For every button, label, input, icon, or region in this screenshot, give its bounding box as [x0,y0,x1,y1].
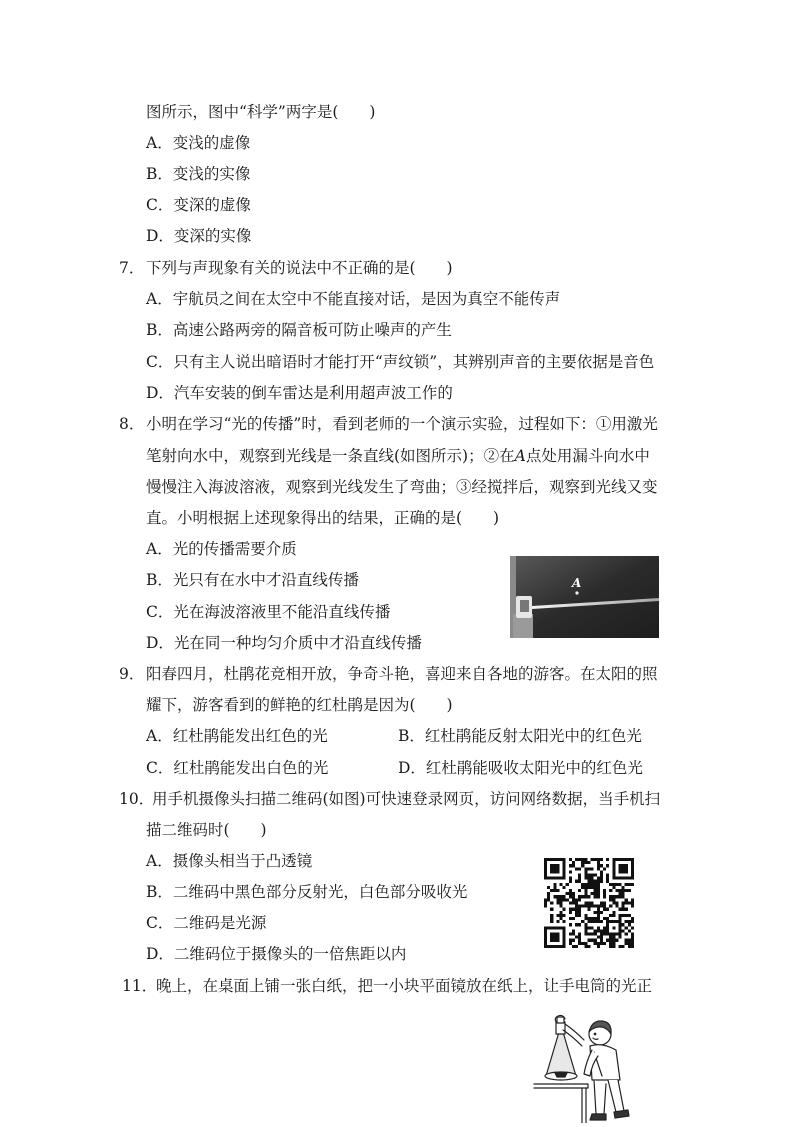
q9-option-d: D．红杜鹃能吸收太阳光中的红色光 [398,759,643,777]
q11-stem: 晚上，在桌面上铺一张白纸，把一小块平面镜放在纸上，让手电筒的光正 [156,977,653,995]
q10-number: 10． [119,790,155,808]
q9-option-b: B．红杜鹃能反射太阳光中的红色光 [398,727,642,745]
q11-number: 11． [122,977,158,995]
q8-number: 8． [119,415,145,433]
q6-option-d: D．变深的实像 [146,227,252,245]
q10-stem-line-1: 用手机摄像头扫描二维码(如图)可快速登录网页，访问网络数据，当手机扫 [152,790,661,808]
q8-option-b: B．光只有在水中才沿直线传播 [146,571,359,589]
q8-stem-line-2-tail: 点处用漏斗向水中 [525,447,650,465]
q9-number: 9． [119,665,145,683]
q8-option-d: D．光在同一种均匀介质中才沿直线传播 [146,634,422,652]
q7-option-d: D．汽车安装的倒车雷达是利用超声波工作的 [146,384,453,402]
q10-option-d: D．二维码位于摄像头的一倍焦距以内 [146,945,407,963]
q9-option-c: C．红杜鹃能发出白色的光 [146,759,329,777]
q6-stem-continuation: 图所示，图中“科学”两字是( ) [146,103,376,121]
q10-option-c: C．二维码是光源 [146,914,267,932]
q7-option-c: C．只有主人说出暗语时才能打开“声纹锁”，其辨别声音的主要依据是音色 [146,353,655,371]
q7-stem: 下列与声现象有关的说法中不正确的是( ) [146,259,453,277]
q8-stem-line-2-text: 笔射向水中，观察到光线是一条直线(如图所示)；②在 [146,447,515,465]
q8-option-a: A．光的传播需要介质 [146,540,297,558]
laser-water-photo [510,556,659,638]
q10-option-b: B．二维码中黑色部分反射光，白色部分吸收光 [146,883,468,901]
q8-stem-line-3: 慢慢注入海波溶液，观察到光线发生了弯曲；③经搅拌后，观察到光线又变 [146,478,658,496]
q6-option-c: C．变深的虚像 [146,196,251,214]
q8-point-a: A [514,447,526,465]
q7-number: 7． [119,259,145,277]
q10-option-a: A．摄像头相当于凸透镜 [146,852,313,870]
q8-option-c: C．光在海波溶液里不能沿直线传播 [146,603,391,621]
q10-stem-line-2: 描二维码时( ) [146,821,267,839]
q8-stem-line-2 [146,445,650,467]
q7-option-a: A．宇航员之间在太空中不能直接对话，是因为真空不能传声 [146,290,561,308]
flashlight-experiment-illustration [532,1010,644,1123]
q6-option-b: B．变浅的实像 [146,165,251,183]
q8-stem-line-1: 小明在学习“光的传播”时，看到老师的一个演示实验，过程如下：①用激光 [146,415,658,433]
q8-stem-line-4: 直。小明根据上述现象得出的结果，正确的是( ) [146,509,500,527]
qr-code-image [544,858,634,948]
q6-option-a: A．变浅的虚像 [146,134,251,152]
q7-option-b: B．高速公路两旁的隔音板可防止噪声的产生 [146,321,452,339]
laser-point-a-label: A [572,576,582,590]
q9-stem-line-2: 耀下，游客看到的鲜艳的红杜鹃是因为( ) [146,696,453,714]
q9-option-a: A．红杜鹃能发出红色的光 [146,727,328,745]
q9-stem-line-1: 阳春四月，杜鹃花竞相开放，争奇斗艳，喜迎来自各地的游客。在太阳的照 [146,665,658,683]
